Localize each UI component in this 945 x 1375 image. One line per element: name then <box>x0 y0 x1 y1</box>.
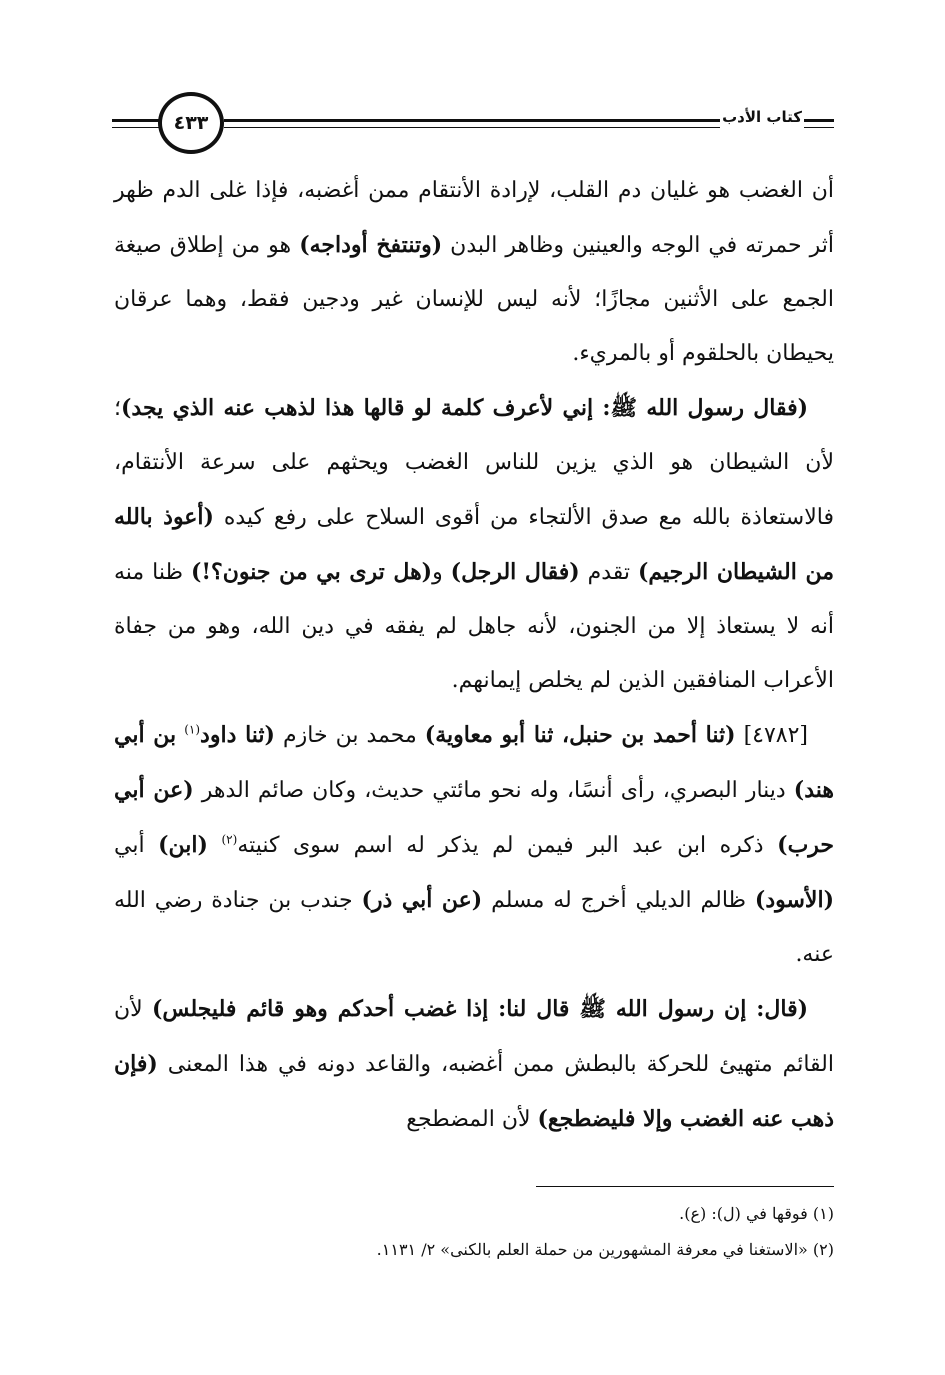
footnote: (١) فوقها في (ل): (ع). <box>679 1204 834 1223</box>
header-rule <box>804 119 834 122</box>
header-rule <box>112 119 164 122</box>
footnote-marker: (٢) <box>221 832 238 847</box>
paragraph: (فقال رسول الله ﷺ: إني لأعرف كلمة لو قالها هذا لذهب عنه الذي يجد)؛ لأن الشيطان هو الذي يزين للناس الغضب ويحثهم على سرعة الأنتقام، فالاستعاذة بالله مع صدق الألتجاء من أقوى السلاح على رفع كيده (أعوذ بالله من الشيطان الرجيم) تقدم (فقال الرجل) و(هل ترى بي من جنون؟!) ظنا منه أنه لا يستعاذ إلا من الجنون، لأنه جاهل لم يفقه في دين الله، وهو من جفاة الأعراب المنافقين الذين لم يخلص إيمانهم. <box>114 395 835 693</box>
paragraph: أن الغضب هو غليان دم القلب، لإرادة الأنتقام ممن أغضبه، فإذا غلى الدم ظهر أثر حمرته في الوجه والعينين وظاهر البدن (وتنتفخ أوداجه) هو من إطلاق صيغة الجمع على الأثنين مجازًا؛ لأنه ليس للإنسان غير ودجين فقط، وهما عرقان يحيطان بالحلقوم أو بالمريء. <box>114 178 835 366</box>
footnote: (٢) «الاستغنا في معرفة المشهورين من حملة العلم بالكنى» ٢/ ١١٣١. <box>376 1240 834 1259</box>
footnote-marker: (١) <box>184 722 201 737</box>
page-number: ٤٣٣ <box>158 92 224 154</box>
running-title: كتاب الأدب <box>722 108 802 126</box>
page-header <box>112 92 834 164</box>
footnote-separator <box>536 1186 834 1187</box>
header-rule <box>224 127 720 128</box>
paragraph: (قال: إن رسول الله ﷺ قال لنا: إذا غضب أحدكم وهو قائم فليجلس) لأن القائم متهيئ للحركة بالبطش ممن أغضبه، والقاعد دونه في هذا المعنى (فإن ذهب عنه الغضب وإلا فليضطجع) لأن المضطجع <box>114 996 834 1132</box>
header-rule <box>224 119 720 122</box>
header-rule <box>112 127 164 128</box>
paragraph: [٤٧٨٢] (ثنا أحمد بن حنبل، ثنا أبو معاوية) محمد بن خازم (ثنا داود$^{(١)}$ بن أبي هند) دينار البصري، رأى أنسًا، وله نحو مائتي حديث، وكان صائم الدهر (عن أبي حرب) ذكره ابن عبد البر فيمن لم يذكر له اسم سوى كنيته$^{(٢)}$ (ابن) أبي (الأسود) ظالم الديلي أخرج له مسلم (عن أبي ذر) جندب بن جنادة رضي الله عنه. <box>114 722 835 967</box>
footnotes <box>114 1196 834 1268</box>
main-text <box>114 164 834 1147</box>
header-rule <box>804 127 834 128</box>
